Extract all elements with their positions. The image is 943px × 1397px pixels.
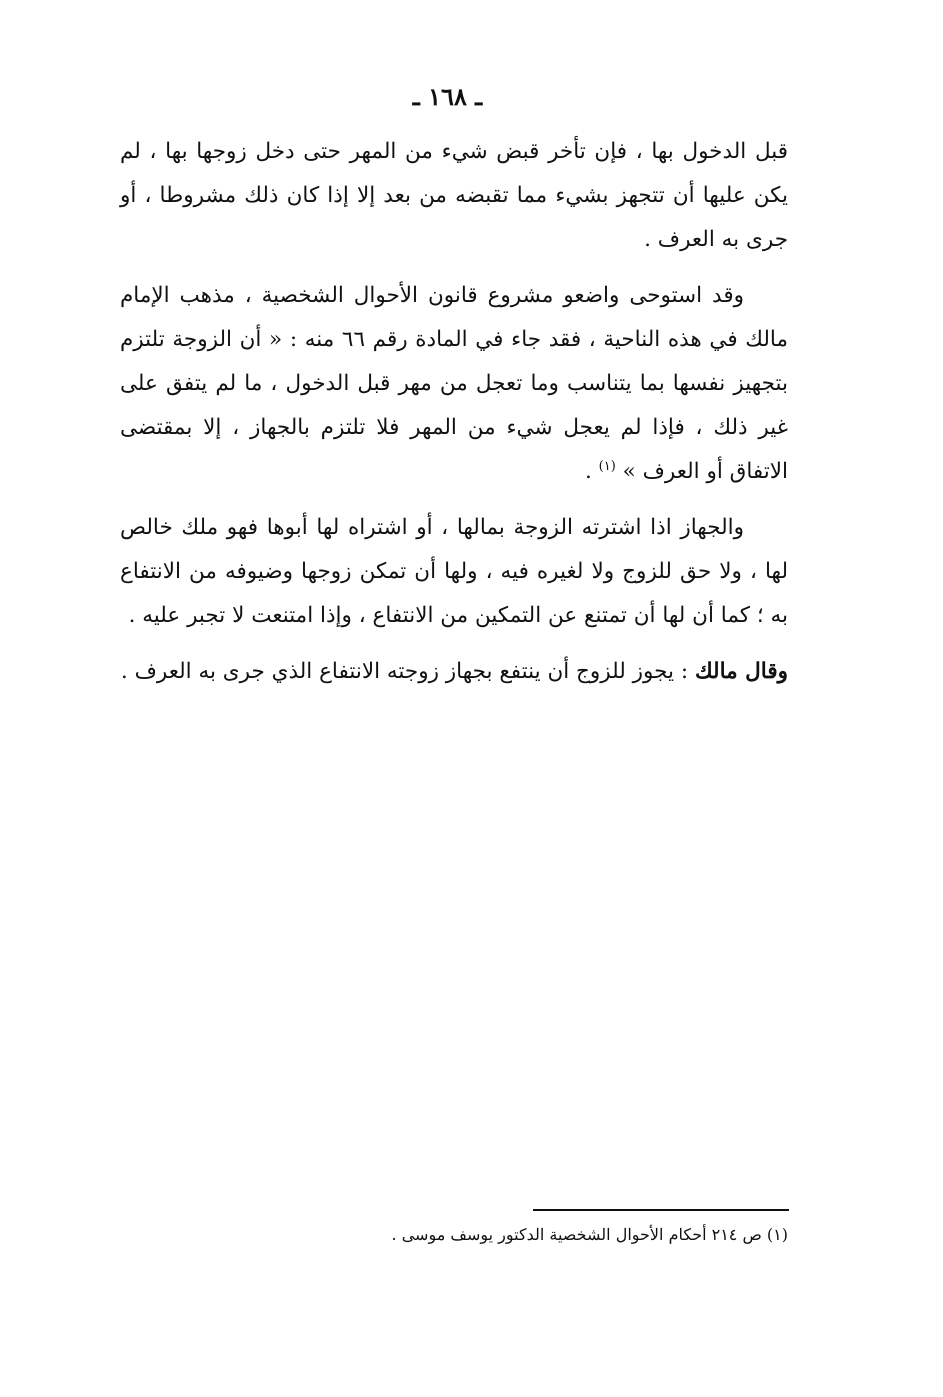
page-number: ـ ١٦٨ ـ	[412, 82, 483, 111]
paragraph-4-lead: وقال مالك	[694, 659, 788, 684]
paragraph-4	[120, 650, 788, 694]
paragraph-2-text: وقد استوحى واضعو مشروع قانون الأحوال الشخصية ، مذهب الإمام مالك في هذه الناحية ، فقد جاء في المادة رقم ٦٦ منه : « أن الزوجة تلتزم بتجهيز نفسها بما يتناسب وما تعجل من مهر قبل الدخول ، ما لم يتفق على غير ذلك ، فإذا لم يعجل شيء من المهر فلا تلتزم بالجهاز ، إلا بمقتضى الاتفاق أو العرف »	[120, 283, 788, 484]
footnote-reference[interactable]: (١)	[598, 458, 616, 474]
footnote: (١) ص ٢١٤ أحكام الأحوال الشخصية الدكتور يوسف موسى .	[391, 1225, 788, 1244]
paragraph-1: قبل الدخول بها ، فإن تأخر قبض شيء من المهر حتى دخل زوجها بها ، لم يكن عليها أن تتجهز بشيء مما تقبضه من بعد إلا إذا كان ذلك مشروطا ، أو جرى به العرف .	[120, 139, 788, 252]
paragraph-2-end: .	[584, 459, 599, 484]
paragraph-2	[120, 274, 788, 494]
paragraph-4-text: : يجوز للزوج أن ينتفع بجهاز زوجته الانتفاع الذي جرى به العرف .	[120, 659, 695, 684]
paragraph-3: والجهاز اذا اشترته الزوجة بمالها ، أو اشتراه لها أبوها فهو ملك خالص لها ، ولا حق للزوج ولا لغيره فيه ، ولها أن تمكن زوجها وضيوفه من الانتفاع به ؛ كما أن لها أن تمتنع عن التمكين من الانتفاع ، وإذا امتنعت لا تجبر عليه .	[120, 515, 788, 628]
body-text	[120, 130, 788, 706]
footnote-divider	[533, 1209, 789, 1211]
